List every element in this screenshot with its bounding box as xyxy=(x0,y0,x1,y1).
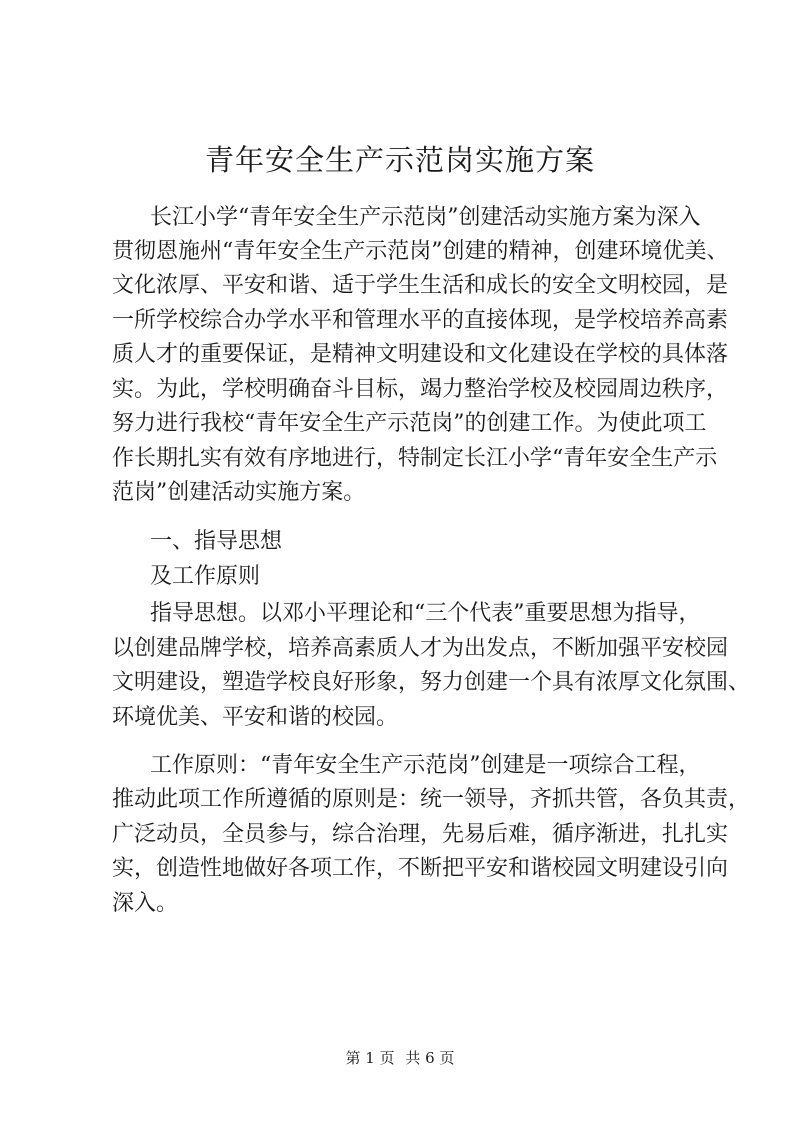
paragraph-line: 质人才的重要保证，是精神文明建设和文化建设在学校的具体落 xyxy=(112,342,729,367)
paragraph-line: 作长期扎实有效有序地进行，特制定长江小学“青年安全生产示 xyxy=(112,446,718,471)
paragraph-line: 指导思想。以邓小平理论和“三个代表”重要思想为指导， xyxy=(150,601,701,626)
paragraph-line: 推动此项工作所遵循的原则是：统一领导，齐抓共管，各负其责， xyxy=(112,787,751,812)
paragraph-line: 以创建品牌学校，培养高素质人才为出发点，不断加强平安校园 xyxy=(112,636,729,661)
paragraph-line: 长江小学“青年安全生产示范岗”创建活动实施方案为深入 xyxy=(150,205,701,230)
paragraph-line: 范岗”创建活动实施方案。 xyxy=(112,480,366,505)
section-heading: 及工作原则 xyxy=(150,564,261,589)
paragraph-line: 贯彻恩施州“青年安全生产示范岗”创建的精神，创建环境优美、 xyxy=(112,239,729,264)
paragraph-line: 广泛动员，全员参与，综合治理，先易后难，循序渐进，扎扎实 xyxy=(112,822,729,847)
paragraph-line: 实。为此，学校明确奋斗目标，竭力整治学校及校园周边秩序， xyxy=(112,377,729,402)
paragraph-line: 深入。 xyxy=(112,891,179,916)
section-heading: 一、指导思想 xyxy=(150,529,283,554)
paragraph-line: 环境优美、平安和谐的校园。 xyxy=(112,705,399,730)
paragraph-line: 文明建设，塑造学校良好形象，努力创建一个具有浓厚文化氛围、 xyxy=(112,670,751,695)
paragraph-line: 工作原则：“青年安全生产示范岗”创建是一项综合工程， xyxy=(150,753,701,778)
paragraph-line: 文化浓厚、平安和谐、适于学生生活和成长的安全文明校园，是 xyxy=(112,273,729,298)
paragraph-line: 实，创造性地做好各项工作，不断把平安和谐校园文明建设引向 xyxy=(112,856,729,881)
paragraph-line: 努力进行我校“青年安全生产示范岗”的创建工作。为使此项工 xyxy=(112,411,707,436)
page-total: 共 6 页 xyxy=(405,1049,455,1067)
page-number: 第 1 页 xyxy=(345,1049,395,1067)
page-footer xyxy=(0,1048,800,1068)
document-title: 青年安全生产示范岗实施方案 xyxy=(204,143,595,177)
paragraph-line: 一所学校综合办学水平和管理水平的直接体现，是学校培养高素 xyxy=(112,308,729,333)
